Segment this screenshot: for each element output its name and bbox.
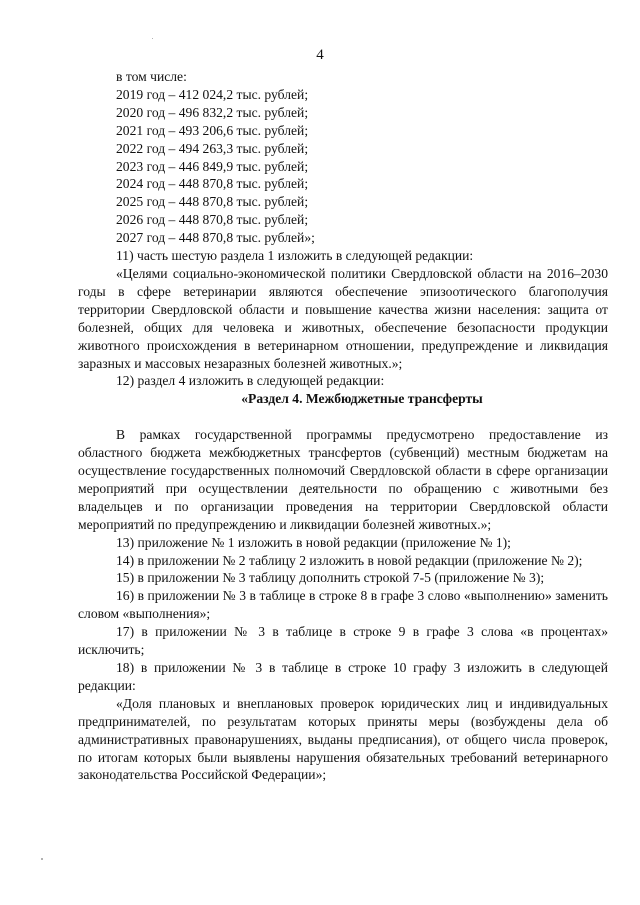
item-11: 11) часть шестую раздела 1 изложить в следующей редакции: bbox=[116, 248, 474, 264]
year-line-2021: 2021 год – 493 206,6 тыс. рублей; bbox=[116, 122, 309, 138]
item-12: 12) раздел 4 изложить в следующей редакции: bbox=[116, 373, 385, 389]
year-line-2027: 2027 год – 448 870,8 тыс. рублей»; bbox=[116, 230, 315, 246]
item-17: 17) в приложении № 3 в таблице в строке 9 в графе 3 слова «в процентах» исключить; bbox=[78, 624, 608, 658]
year-list bbox=[78, 86, 608, 247]
item-11-quote: «Целями социально-экономической политики Свердловской области на 2016–2030 годы в сфере ветеринарии являются обеспечение эпизоотического благополучия территории Свердловской области и повышение качества жизни населения: защита от болезней, общих для человека и животных, обеспечение безопасности продукции животного происхождения в ветеринарном отношении, предупреждение и ликвидация заразных и массовых незаразных болезней животных.»; bbox=[78, 265, 608, 371]
blank-line bbox=[78, 408, 608, 426]
year-line-2020: 2020 год – 496 832,2 тыс. рублей; bbox=[116, 104, 309, 120]
item-16: 16) в приложении № 3 в таблице в строке 8 в графе 3 слово «выполнению» заменить словом «выполнения»; bbox=[78, 588, 608, 622]
page-number: 4 bbox=[316, 47, 324, 63]
item-13: 13) приложение № 1 изложить в новой редакции (приложение № 1); bbox=[116, 534, 511, 550]
section-heading: «Раздел 4. Межбюджетные трансферты bbox=[241, 391, 483, 407]
scan-artifact-dot bbox=[152, 38, 153, 39]
item-18: 18) в приложении № 3 в таблице в строке 10 графу 3 изложить в следующей редакции: bbox=[78, 660, 608, 693]
document-body bbox=[78, 68, 608, 784]
scan-artifact-dot bbox=[41, 858, 43, 860]
item-14: 14) в приложении № 2 таблицу 2 изложить в новой редакции (приложение № 2); bbox=[116, 552, 583, 568]
year-line-2022: 2022 год – 494 263,3 тыс. рублей; bbox=[116, 140, 309, 156]
item-18-quote: «Доля плановых и внеплановых проверок юридических лиц и индивидуальных предпринимателей, по результатам которых приняты меры (возбуждены дела об административных правонарушениях, выданы предписания), от общего числа проверок, по итогам которых были выявлены нарушения обязательных требований ветеринарного законодательства Российской Федерации»; bbox=[78, 695, 608, 783]
year-line-2026: 2026 год – 448 870,8 тыс. рублей; bbox=[116, 212, 309, 228]
item-15: 15) в приложении № 3 таблицу дополнить строкой 7-5 (приложение № 3); bbox=[116, 570, 545, 586]
year-line-2025: 2025 год – 448 870,8 тыс. рублей; bbox=[116, 194, 309, 210]
year-line-2019: 2019 год – 412 024,2 тыс. рублей; bbox=[116, 86, 309, 102]
year-line-2023: 2023 год – 446 849,9 тыс. рублей; bbox=[116, 158, 309, 174]
intro-text: в том числе: bbox=[116, 69, 187, 84]
section-4-body: В рамках государственной программы предусмотрено предоставление из областного бюджета межбюджетных трансфертов (субвенций) местным бюджетам на осуществление государственных полномочий Свердловской области в сфере организации мероприятий при осуществлении деятельности по обращению с животными без владельцев и по организации проведения на территории Свердловской области мероприятий по предупреждению и ликвидации болезней животных.»; bbox=[78, 427, 608, 532]
year-line-2024: 2024 год – 448 870,8 тыс. рублей; bbox=[116, 176, 309, 192]
